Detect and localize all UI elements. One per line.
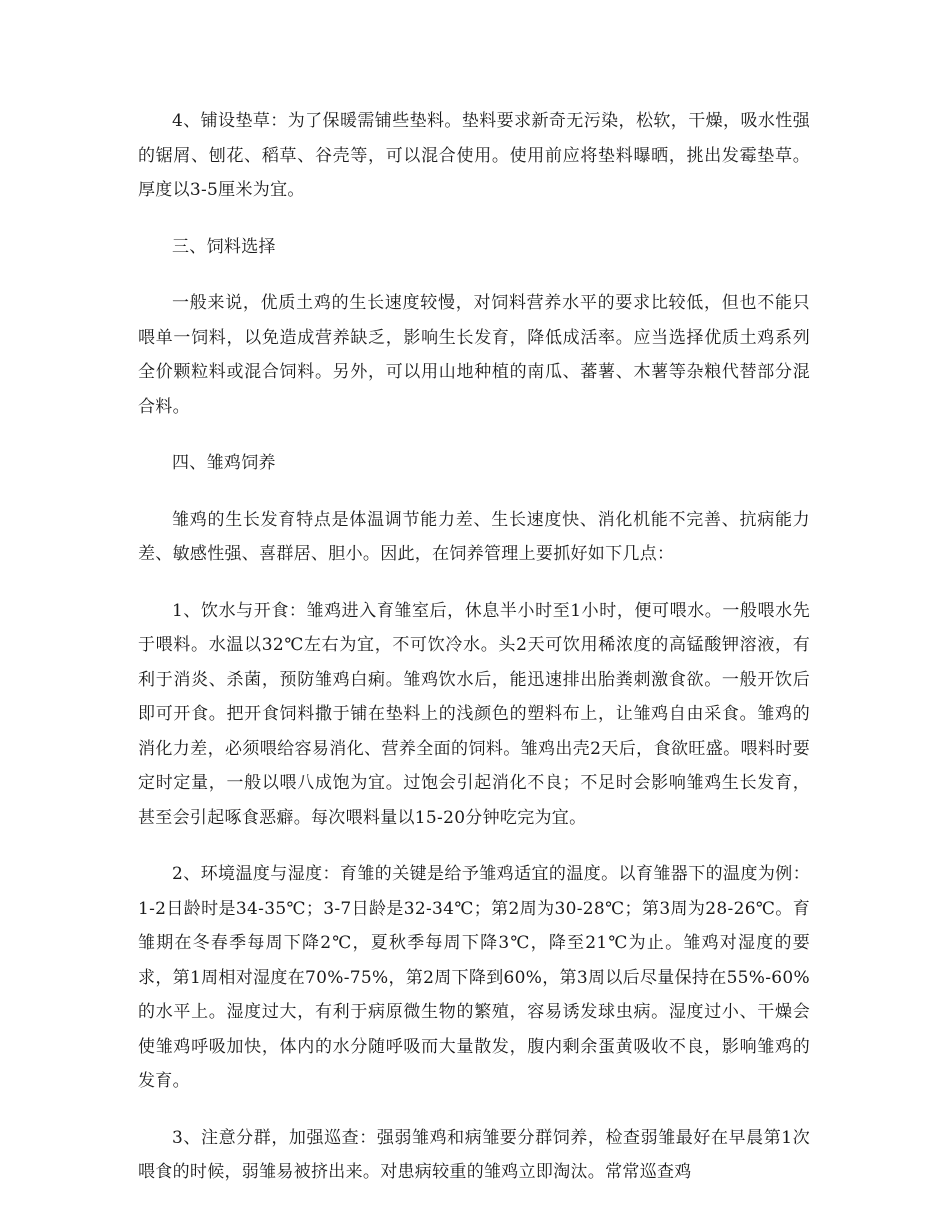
paragraph-water-and-feeding: 1、饮水与开食：雏鸡进入育雏室后，休息半小时至1小时，便可喂水。一般喂水先于喂料。水温以32℃左右为宜，不可饮冷水。头2天可饮用稀浓度的高锰酸钾溶液，有利于消炎、杀菌，预防雏鸡白痢。雏鸡饮水后，能迅速排出胎粪刺激食欲。一般开饮后即可开食。把开食饲料撒于铺在垫料上的浅颜色的塑料布上，让雏鸡自由采食。雏鸡的消化力差，必须喂给容易消化、营养全面的饲料。雏鸡出壳2天后，食欲旺盛。喂料时要定时定量，一般以喂八成饱为宜。过饱会引起消化不良；不足时会影响雏鸡生长发育，甚至会引起啄食恶癖。每次喂料量以15-20分钟吃完为宜。: [138, 600, 810, 828]
paragraph-feed-selection: 一般来说，优质土鸡的生长速度较慢，对饲料营养水平的要求比较低，但也不能只喂单一饲料，以免造成营养缺乏，影响生长发育，降低成活率。应当选择优质土鸡系列全价颗粒料或混合饲料。另外，可以用山地种植的南瓜、蕃薯、木薯等杂粮代替部分混合料。: [138, 293, 810, 417]
paragraph-grouping-inspection: 3、注意分群，加强巡查：强弱雏鸡和病雏要分群饲养，检查弱雏最好在早晨第1次喂食的时候，弱雏易被挤出来。对患病较重的雏鸡立即淘汰。常常巡查鸡: [138, 1127, 810, 1182]
paragraph-chick-characteristics: 雏鸡的生长发育特点是体温调节能力差、生长速度快、消化机能不完善、抗病能力差、敏感性强、喜群居、胆小。因此，在饲养管理上要抓好如下几点：: [138, 509, 810, 564]
section-heading-feed-selection: 三、饲料选择: [172, 236, 276, 257]
section-heading-chick-rearing: 四、雏鸡饲养: [172, 453, 276, 473]
document-body: [138, 104, 810, 1212]
paragraph-temperature-humidity: 2、环境温度与湿度：育雏的关键是给予雏鸡适宜的温度。以育雏器下的温度为例：1-2日龄时是34-35℃；3-7日龄是32-34℃；第2周为30-28℃；第3周为28-26℃。育雏期在冬春季每周下降2℃，夏秋季每周下降3℃，降至21℃为止。雏鸡对湿度的要求，第1周相对湿度在70%-75%，第2周下降到60%，第3周以后尽量保持在55%-60%的水平上。湿度过大，有利于病原微生物的繁殖，容易诱发球虫病。湿度过小、干燥会使雏鸡呼吸加快，体内的水分随呼吸而大量散发，腹内剩余蛋黄吸收不良，影响雏鸡的发育。: [138, 864, 810, 1091]
paragraph-bedding: 4、铺设垫草：为了保暖需铺些垫料。垫料要求新奇无污染，松软，干燥，吸水性强的锯屑、刨花、稻草、谷壳等，可以混合使用。使用前应将垫料曝晒，挑出发霉垫草。厚度以3-5厘米为宜。: [138, 111, 810, 200]
